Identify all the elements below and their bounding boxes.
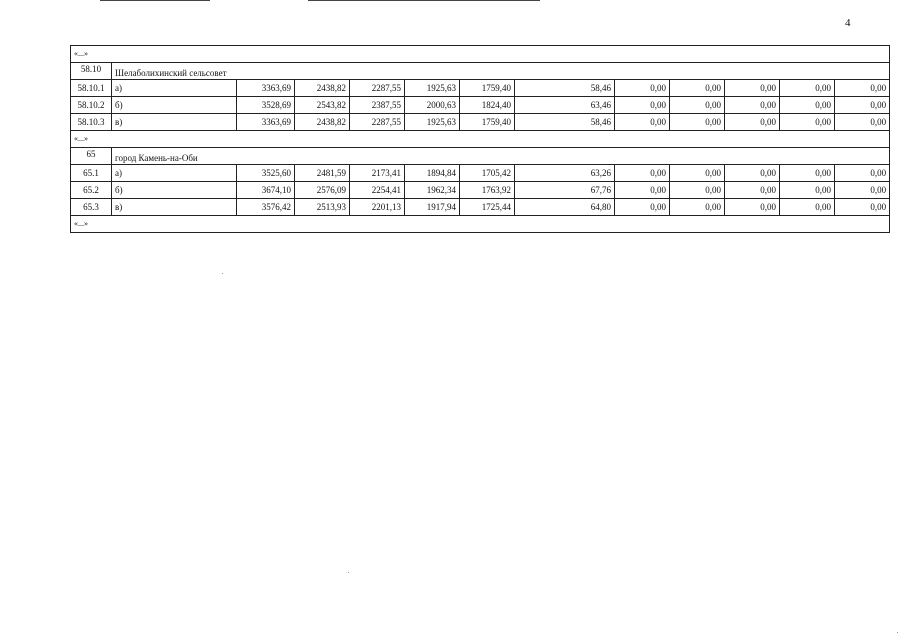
table-row xyxy=(71,182,890,199)
value-cell: 0,00 xyxy=(615,182,670,199)
value-cell: 2481,59 xyxy=(295,165,350,182)
value-cell: 0,00 xyxy=(670,182,725,199)
row-letter: а) xyxy=(112,80,237,97)
value-cell: 0,00 xyxy=(725,182,780,199)
ellipsis-text: «...» xyxy=(71,216,890,233)
value-cell: 2173,41 xyxy=(350,165,405,182)
value-cell: 1925,63 xyxy=(405,114,460,131)
ellipsis-row xyxy=(71,46,890,63)
value-cell: 0,00 xyxy=(615,114,670,131)
value-cell: 1725,44 xyxy=(460,199,515,216)
value-cell: 0,00 xyxy=(725,80,780,97)
value-cell: 0,00 xyxy=(725,114,780,131)
value-cell: 0,00 xyxy=(670,199,725,216)
value-cell: 0,00 xyxy=(615,165,670,182)
value-cell: 0,00 xyxy=(615,199,670,216)
page-number: 4 xyxy=(845,17,851,29)
table-row xyxy=(71,165,890,182)
value-cell: 0,00 xyxy=(725,165,780,182)
row-code: 65.3 xyxy=(71,199,112,216)
value-cell: 2513,93 xyxy=(295,199,350,216)
scan-edge-line-right xyxy=(308,0,540,1)
value-cell: 1759,40 xyxy=(460,114,515,131)
group-name: Шелаболихинский сельсовет xyxy=(112,63,890,80)
value-cell: 58,46 xyxy=(515,80,615,97)
value-cell: 63,26 xyxy=(515,165,615,182)
value-cell: 0,00 xyxy=(780,165,835,182)
table-row xyxy=(71,199,890,216)
row-code: 58.10.1 xyxy=(71,80,112,97)
value-cell: 0,00 xyxy=(615,80,670,97)
scan-edge-line-left xyxy=(100,0,210,1)
row-code: 65.1 xyxy=(71,165,112,182)
row-letter: б) xyxy=(112,182,237,199)
value-cell: 1763,92 xyxy=(460,182,515,199)
value-cell: 0,00 xyxy=(670,80,725,97)
value-cell: 2387,55 xyxy=(350,97,405,114)
value-cell: 3528,69 xyxy=(237,97,295,114)
value-cell: 0,00 xyxy=(780,199,835,216)
value-cell: 1917,94 xyxy=(405,199,460,216)
value-cell: 1759,40 xyxy=(460,80,515,97)
value-cell: 1925,63 xyxy=(405,80,460,97)
value-cell: 0,00 xyxy=(835,182,890,199)
value-cell: 0,00 xyxy=(725,199,780,216)
value-cell: 1705,42 xyxy=(460,165,515,182)
value-cell: 2438,82 xyxy=(295,114,350,131)
ellipsis-text: «...» xyxy=(71,131,890,148)
value-cell: 2287,55 xyxy=(350,80,405,97)
value-cell: 0,00 xyxy=(670,165,725,182)
table-row xyxy=(71,114,890,131)
row-letter: в) xyxy=(112,114,237,131)
value-cell: 0,00 xyxy=(780,97,835,114)
value-cell: 0,00 xyxy=(835,199,890,216)
value-cell: 0,00 xyxy=(780,114,835,131)
group-name: город Камень-на-Оби xyxy=(112,148,890,165)
row-letter: б) xyxy=(112,97,237,114)
group-header-row xyxy=(71,148,890,165)
value-cell: 67,76 xyxy=(515,182,615,199)
value-cell: 3525,60 xyxy=(237,165,295,182)
row-letter: а) xyxy=(112,165,237,182)
value-cell: 1962,34 xyxy=(405,182,460,199)
value-cell: 58,46 xyxy=(515,114,615,131)
value-cell: 0,00 xyxy=(615,97,670,114)
group-header-row xyxy=(71,63,890,80)
row-code: 58.10.3 xyxy=(71,114,112,131)
value-cell: 63,46 xyxy=(515,97,615,114)
value-cell: 3363,69 xyxy=(237,114,295,131)
value-cell: 2438,82 xyxy=(295,80,350,97)
value-cell: 1824,40 xyxy=(460,97,515,114)
value-cell: 2000,63 xyxy=(405,97,460,114)
row-letter: в) xyxy=(112,199,237,216)
value-cell: 0,00 xyxy=(670,114,725,131)
value-cell: 2287,55 xyxy=(350,114,405,131)
group-code: 58.10 xyxy=(71,63,112,80)
value-cell: 0,00 xyxy=(780,182,835,199)
group-code: 65 xyxy=(71,148,112,165)
value-cell: 0,00 xyxy=(835,97,890,114)
value-cell: 0,00 xyxy=(835,114,890,131)
table-row xyxy=(71,97,890,114)
value-cell: 3363,69 xyxy=(237,80,295,97)
value-cell: 2576,09 xyxy=(295,182,350,199)
value-cell: 0,00 xyxy=(780,80,835,97)
scan-speck xyxy=(222,273,223,274)
value-cell: 64,80 xyxy=(515,199,615,216)
ellipsis-text: «...» xyxy=(71,46,890,63)
value-cell: 0,00 xyxy=(835,165,890,182)
scan-speck xyxy=(897,632,898,633)
ellipsis-row xyxy=(71,216,890,233)
value-cell: 0,00 xyxy=(670,97,725,114)
scan-speck xyxy=(348,572,349,573)
value-cell: 0,00 xyxy=(835,80,890,97)
row-code: 58.10.2 xyxy=(71,97,112,114)
value-cell: 3576,42 xyxy=(237,199,295,216)
ellipsis-row xyxy=(71,131,890,148)
value-cell: 0,00 xyxy=(725,97,780,114)
value-cell: 2254,41 xyxy=(350,182,405,199)
table-row xyxy=(71,80,890,97)
row-code: 65.2 xyxy=(71,182,112,199)
tariff-table xyxy=(70,45,890,233)
value-cell: 2201,13 xyxy=(350,199,405,216)
value-cell: 3674,10 xyxy=(237,182,295,199)
value-cell: 2543,82 xyxy=(295,97,350,114)
value-cell: 1894,84 xyxy=(405,165,460,182)
